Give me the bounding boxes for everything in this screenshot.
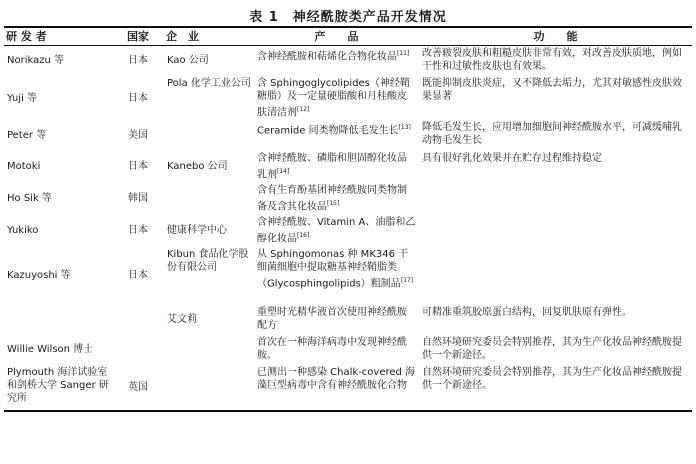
researcher-cell: Peter 等 <box>7 130 47 142</box>
table-row <box>4 305 692 335</box>
company-cell: Kao 公司 <box>167 55 209 67</box>
product-cell <box>254 335 419 365</box>
product-text: 含 Sphingoglycolipides（神经鞘糖脂）及一定量硬脂酸和月桂酸皮肤清洁剂 <box>257 78 410 119</box>
product-text: 重塑时光精华液首次使用神经酰胺配方 <box>257 306 407 331</box>
product-text: 含有生育酚基团神经酰胺同类物制备及含其化妆品 <box>257 184 407 212</box>
header-row <box>4 27 692 45</box>
header-product: 产 品 <box>254 27 419 45</box>
company-cell: 健康科学中心 <box>167 225 227 237</box>
function-cell <box>419 247 692 305</box>
country-cell: 日本 <box>128 270 148 282</box>
function-cell: 自然环境研究委员会特别推荐，其为生产化妆品神经酰胺提供一个新途径。 <box>422 336 682 361</box>
table-row <box>4 335 692 365</box>
researcher-cell <box>4 305 112 335</box>
function-cell <box>419 183 692 215</box>
reference-mark: [17] <box>400 276 414 284</box>
country-cell: 美国 <box>128 130 148 142</box>
product-text: 含神经酰胺、Vitamin A、油脂和乙醇化妆品 <box>257 216 416 244</box>
table-row <box>4 247 692 305</box>
product-text: Ceramide 同类物降低毛发生长 <box>257 125 399 137</box>
country-cell: 韩国 <box>128 193 148 205</box>
country-cell <box>112 305 164 335</box>
company-cell <box>164 183 254 215</box>
reference-mark: [15] <box>327 199 340 207</box>
country-cell: 日本 <box>128 92 148 104</box>
country-cell: 日本 <box>128 225 148 237</box>
company-cell: 艾文莉 <box>167 314 197 326</box>
function-cell: 降低毛发生长，应用增加细胞间神经酰胺水平，可减缓哺乳动物毛发生长 <box>422 122 682 147</box>
product-cell <box>254 120 419 151</box>
researcher-cell: Norikazu 等 <box>7 55 64 67</box>
country-cell: 日本 <box>128 161 148 173</box>
function-cell: 自然环境研究委员会特别推荐，其为生产化妆品神经酰胺提供一个新途径。 <box>419 365 692 411</box>
product-text: 从 Sphingomonas 种 MK346 干细菌细胞中提取糖基神经鞘脂类（Glycosphingolipids）粗制品 <box>257 248 409 289</box>
researcher-cell: Willie Wilson 博士 <box>7 344 94 356</box>
product-text: 含神经酰胺、磷脂和胆固醇化妆品乳剂 <box>257 153 407 181</box>
researcher-cell: Plymouth 海洋试验室和剑桥大学 Sanger 研究所 <box>4 365 112 411</box>
company-cell <box>164 365 254 411</box>
function-cell <box>419 215 692 247</box>
product-text: 首次在一种海洋病毒中发现神经酰胺。 <box>257 336 407 361</box>
function-cell: 可精准重筑胶原蛋白结构，回复肌肤原有弹性。 <box>422 306 632 318</box>
product-text: 含神经酰胺和萜烯化合物化妆品 <box>257 50 397 62</box>
table-title: 表 1 神经酰胺类产品开发情况 <box>249 10 447 25</box>
product-cell <box>254 305 419 335</box>
reference-mark: [14] <box>277 168 290 176</box>
country-cell: 日本 <box>128 55 148 67</box>
company-cell <box>164 120 254 151</box>
researcher-cell: Kazuyoshi 等 <box>7 270 71 282</box>
country-cell <box>112 335 164 365</box>
table-row <box>4 151 692 182</box>
researcher-cell: Motoki <box>7 161 41 173</box>
product-cell <box>254 365 419 411</box>
table-row <box>4 45 692 76</box>
header-function: 功 能 <box>419 27 692 45</box>
country-cell: 英国 <box>112 365 164 411</box>
table-row <box>4 365 692 411</box>
table-row <box>4 183 692 215</box>
researcher-cell: Yukiko <box>7 225 39 237</box>
table-row <box>4 215 692 247</box>
table-row <box>4 120 692 151</box>
function-cell: 改善皲裂皮肤和粗糙皮肤非常有效，对改善皮肤质地，例如干性和过敏性皮肤也有效果。 <box>422 47 682 72</box>
product-cell <box>254 76 419 120</box>
reference-mark: [16] <box>297 231 310 239</box>
company-cell: Pola 化学工业公司 <box>167 78 251 89</box>
table-row <box>4 76 692 120</box>
products-table <box>4 26 692 412</box>
researcher-cell: Yuji 等 <box>7 92 38 104</box>
product-cell <box>254 45 419 76</box>
header-researcher: 研 发 者 <box>4 27 112 45</box>
company-cell: Kanebo 公司 <box>167 161 228 173</box>
header-country: 国家 <box>112 27 164 45</box>
product-cell <box>254 215 419 247</box>
reference-mark: [11] <box>397 49 410 57</box>
function-cell: 具有很好乳化效果并在贮存过程维持稳定 <box>422 153 602 165</box>
company-cell: Kibun 食品化学股份有限公司 <box>167 248 249 273</box>
product-text: 已测出一种感染 Chalk-covered 海藻巨型病毒中含有神经酰胺化合物 <box>257 366 416 391</box>
header-company: 企 业 <box>164 27 254 45</box>
reference-mark: [12] <box>297 106 310 113</box>
researcher-cell: Ho Sik 等 <box>7 193 52 205</box>
product-cell <box>254 151 419 182</box>
product-cell <box>254 247 419 305</box>
company-cell <box>164 335 254 365</box>
function-cell: 既能抑制皮肤炎症，又不降低去垢力，尤其对敏感性皮肤效果显著 <box>422 78 682 102</box>
reference-mark: [13] <box>398 124 411 132</box>
product-cell <box>254 183 419 215</box>
